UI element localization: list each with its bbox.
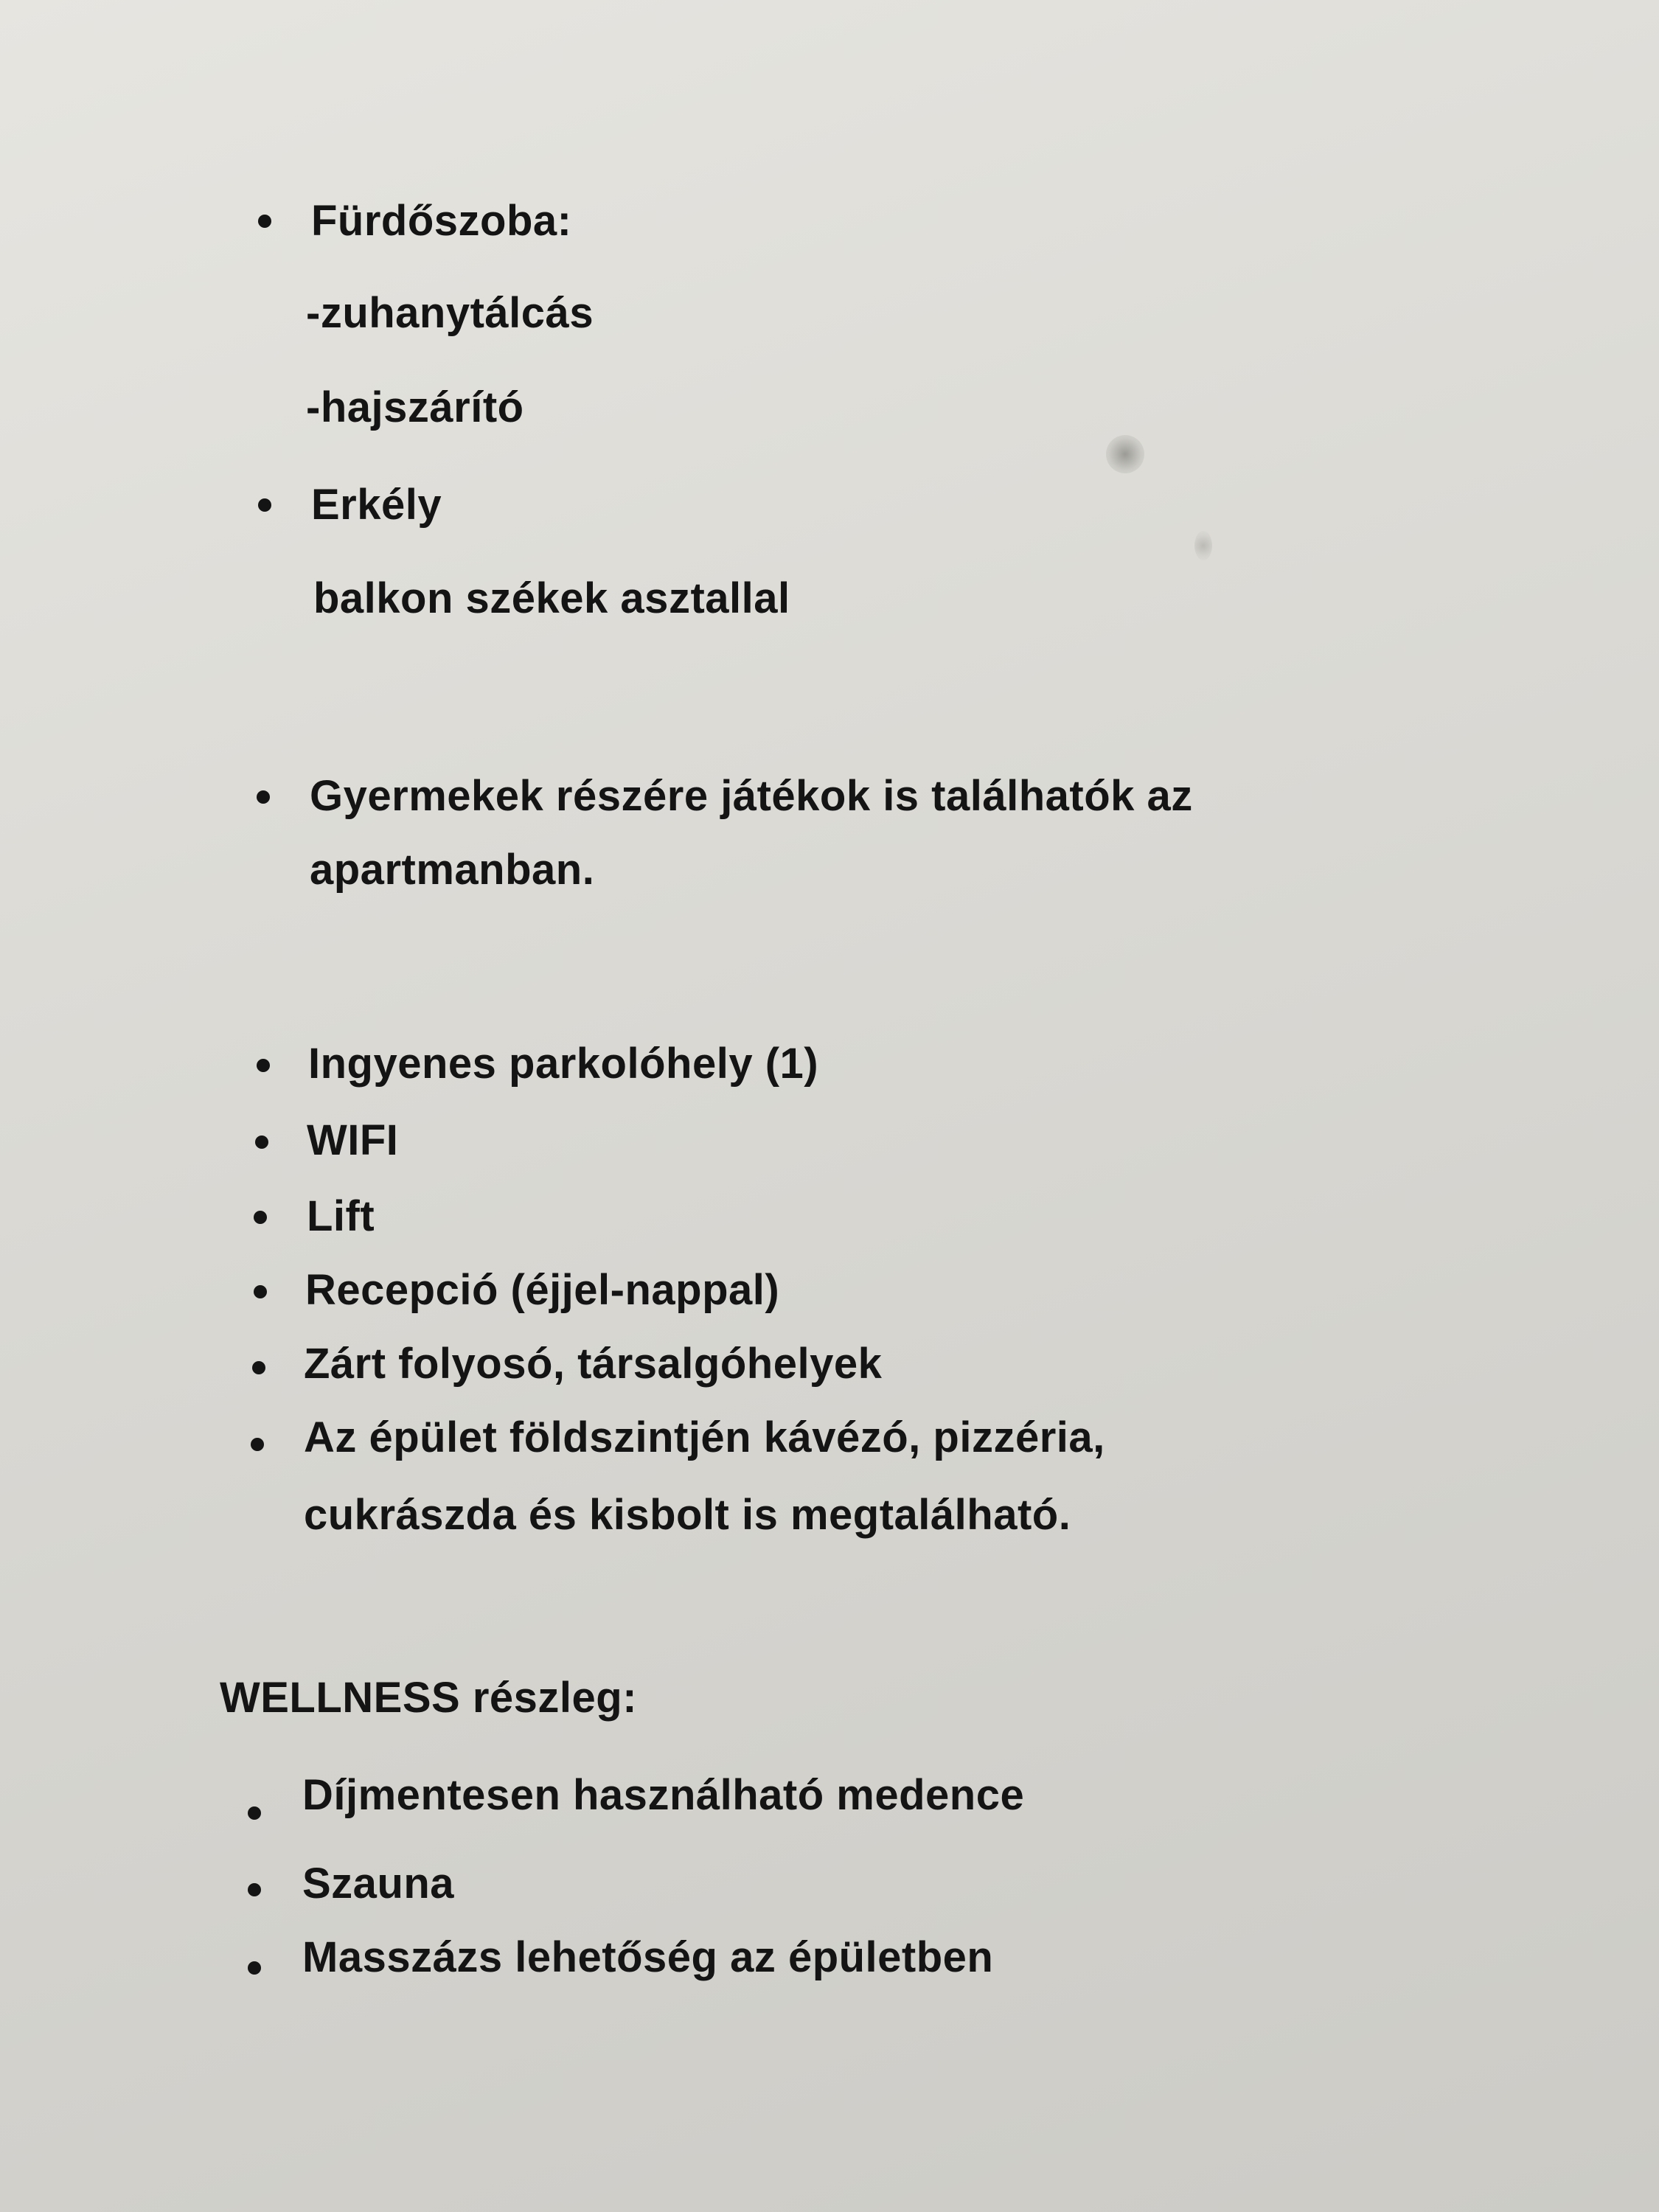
paper-smudge (1106, 435, 1144, 473)
wifi-item: WIFI (307, 1116, 399, 1164)
bullet-icon (248, 1806, 261, 1820)
bullet-icon (251, 1438, 264, 1451)
balcony-label: Erkély (311, 481, 442, 529)
kids-toys-line1: Gyermekek részére játékok is találhatók az (310, 772, 1193, 820)
bathroom-hairdryer: -hajszárító (306, 383, 524, 431)
balcony-furniture: balkon székek asztallal (313, 574, 790, 622)
bullet-icon (258, 498, 271, 512)
ground-floor-line1: Az épület földszintjén kávézó, pizzéria, (304, 1413, 1105, 1461)
bathroom-shower-tray: -zuhanytálcás (306, 289, 594, 337)
bullet-icon (258, 215, 271, 228)
bullet-icon (255, 1135, 268, 1149)
corridor-item: Zárt folyosó, társalgóhelyek (304, 1340, 883, 1388)
bullet-icon (252, 1361, 265, 1374)
bullet-icon (254, 1285, 267, 1298)
wellness-item-sauna: Szauna (302, 1860, 455, 1907)
paper-smudge (1194, 531, 1212, 560)
bathroom-label: Fürdőszoba: (311, 197, 572, 245)
wellness-item-massage: Masszázs lehetőség az épületben (302, 1933, 994, 1981)
bullet-icon (257, 790, 270, 804)
bullet-icon (254, 1211, 267, 1224)
wellness-item-pool: Díjmentesen használható medence (302, 1771, 1025, 1819)
bullet-icon (248, 1961, 261, 1975)
bullet-icon (257, 1059, 270, 1072)
parking-item: Ingyenes parkolóhely (1) (308, 1040, 819, 1088)
bullet-icon (248, 1883, 261, 1896)
wellness-heading: WELLNESS részleg: (220, 1674, 638, 1722)
lift-item: Lift (307, 1192, 375, 1240)
kids-toys-line2: apartmanban. (310, 846, 595, 894)
reception-item: Recepció (éjjel-nappal) (305, 1266, 780, 1314)
ground-floor-line2: cukrászda és kisbolt is megtalálható. (304, 1491, 1071, 1539)
